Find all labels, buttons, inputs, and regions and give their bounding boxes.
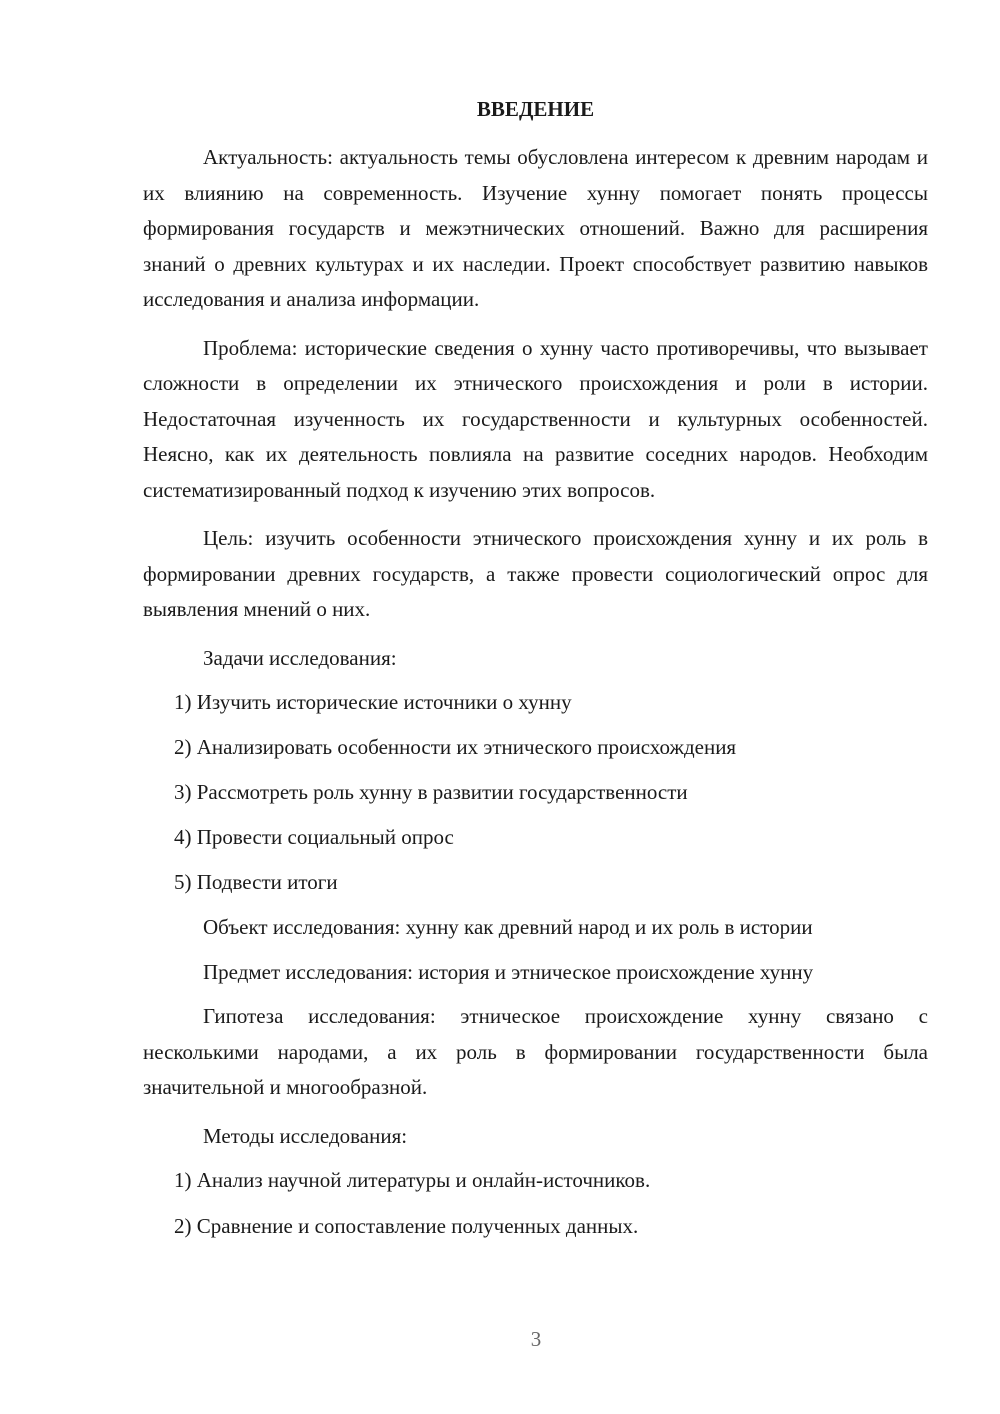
list-item: 4) Провести социальный опрос — [174, 825, 454, 850]
list-item: 5) Подвести итоги — [174, 870, 338, 895]
tasks-list — [143, 685, 928, 901]
methods-list — [143, 1163, 928, 1244]
hypothesis-paragraph: Гипотеза исследования: этническое происхождение хунну связано с несколькими народами, а их роль в формировании государственности была значительной и многообразной. — [143, 1004, 928, 1100]
section-heading: ВВЕДЕНИЕ — [476, 97, 595, 121]
object-line: Объект исследования: хунну как древний народ и их роль в истории — [203, 915, 813, 940]
list-item: 1) Анализ научной литературы и онлайн-источников. — [174, 1168, 651, 1193]
list-item: 3) Рассмотреть роль хунну в развитии государственности — [174, 780, 688, 805]
problem-paragraph: Проблема: исторические сведения о хунну часто противоречивы, что вызывает сложности в определении их этнического происхождения и роли в истории. Недостаточная изученность их государственности и культурных особенностей. Неясно, как их деятельность повлияла на развитие соседних народов. Необходим систематизированный подход к изучению этих вопросов. — [143, 335, 928, 502]
methods-title: Методы исследования: — [203, 1123, 408, 1148]
page-number: 3 — [530, 1327, 542, 1351]
tasks-title: Задачи исследования: — [203, 645, 397, 670]
list-item: 2) Сравнение и сопоставление полученных данных. — [174, 1213, 639, 1238]
list-item: 1) Изучить исторические источники о хунну — [174, 690, 572, 714]
relevance-paragraph: Актуальность: актуальность темы обусловлена интересом к древним народам и их влиянию на современность. Изучение хунну помогает понять процессы формирования государств и межэтнических отношений. Важно для расширения знаний о древних культурах и их наследии. Проект способствует развитию навыков исследования и анализа информации. — [143, 145, 928, 311]
subject-line: Предмет исследования: история и этническое происхождение хунну — [203, 959, 814, 984]
document-page — [143, 94, 928, 1254]
list-item: 2) Анализировать особенности их этнического происхождения — [174, 735, 737, 760]
goal-paragraph: Цель: изучить особенности этнического происхождения хунну и их роль в формировании древних государств, а также провести социологический опрос для выявления мнений о них. — [143, 526, 928, 621]
